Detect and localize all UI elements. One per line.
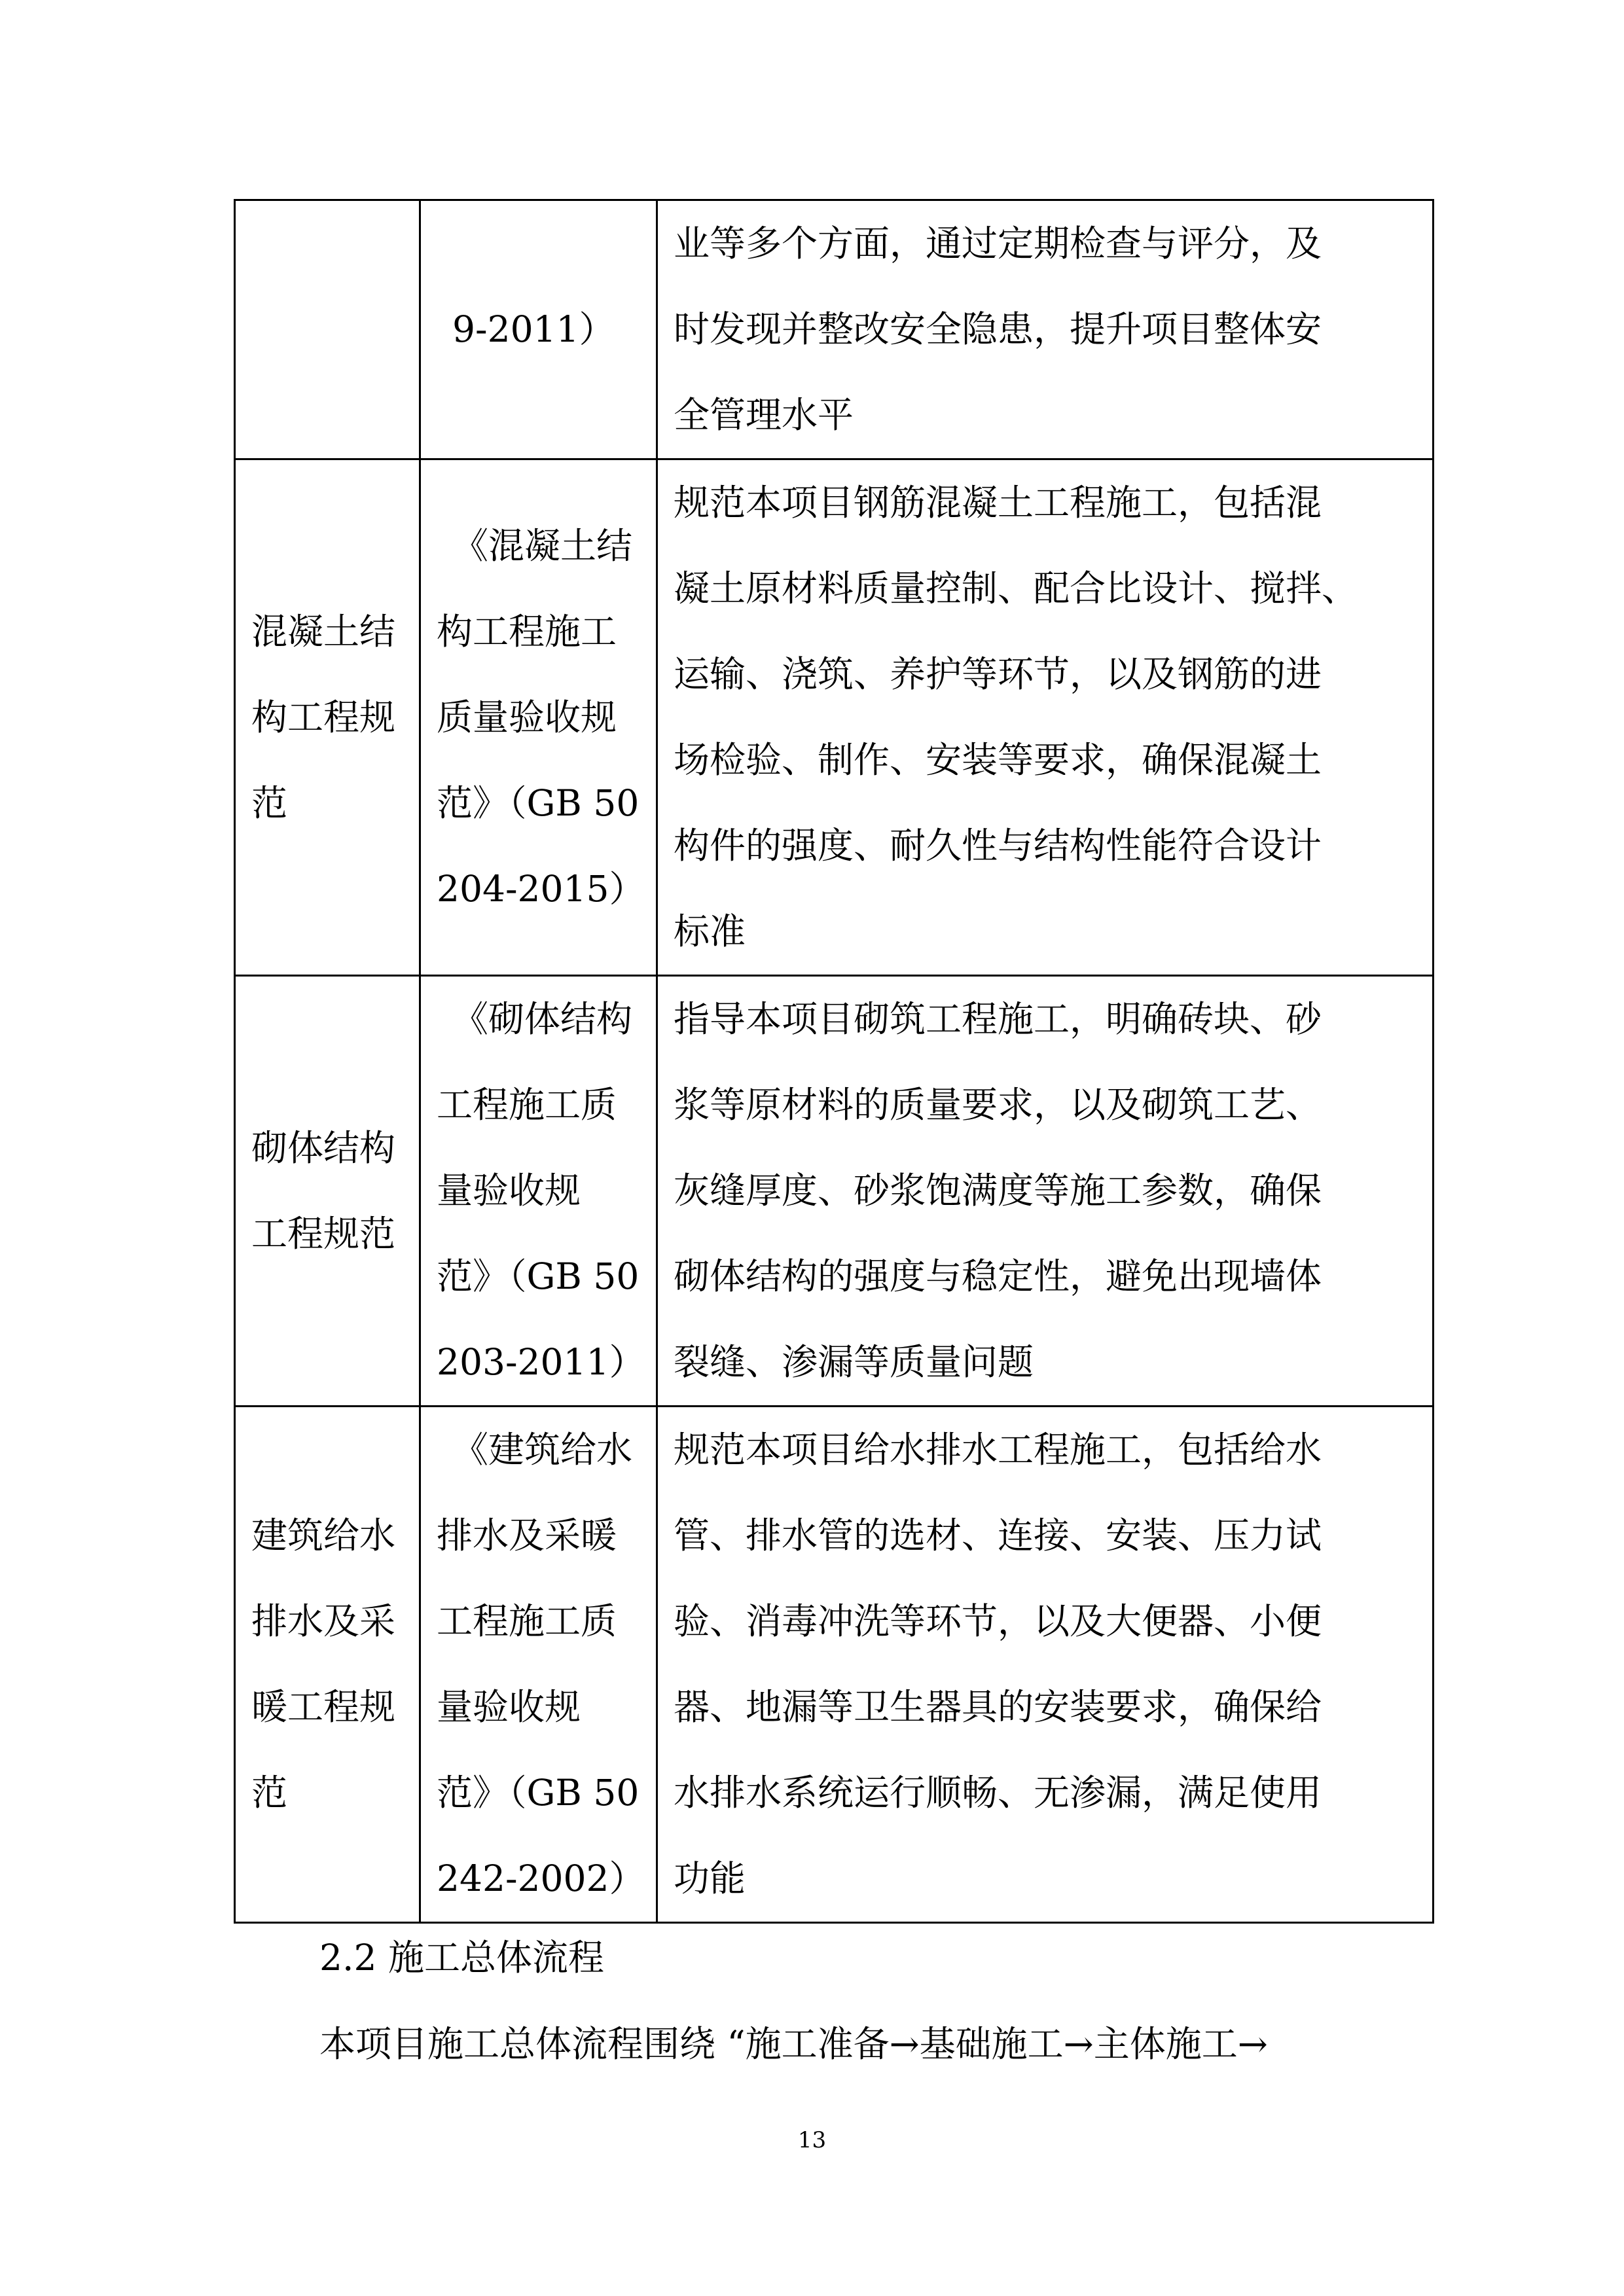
standard-line: 《混凝土结 — [452, 524, 633, 567]
description-line: 浆等原材料的质量要求，以及砌筑工艺、 — [674, 1084, 1322, 1126]
category-line: 构工程规 — [251, 696, 396, 738]
section-heading: 2.2 施工总体流程 — [319, 1937, 604, 1979]
description-line: 指导本项目砌筑工程施工，明确砖块、砂 — [674, 998, 1322, 1040]
standards-table — [234, 199, 1434, 1924]
category-line: 工程规范 — [251, 1212, 396, 1255]
description-line: 水排水系统运行顺畅、无渗漏，满足使用 — [674, 1772, 1322, 1814]
description-line: 功能 — [674, 1857, 746, 1899]
standard-cell — [420, 976, 657, 1407]
standard-line: 242-2002） — [437, 1857, 645, 1899]
category-line: 范 — [251, 1772, 288, 1814]
standard-line: 构工程施工 — [437, 610, 617, 653]
description-line: 全管理水平 — [674, 394, 854, 436]
description-line: 砌体结构的强度与稳定性，避免出现墙体 — [674, 1255, 1322, 1297]
category-line: 砌体结构 — [251, 1126, 396, 1169]
description-line: 管、排水管的选材、连接、安装、压力试 — [674, 1515, 1322, 1556]
standard-line: 9-2011） — [452, 308, 615, 350]
table-row — [235, 976, 1434, 1407]
standard-line: 量验收规 — [437, 1170, 581, 1211]
standard-line: 《建筑给水 — [452, 1429, 633, 1471]
description-line: 凝土原材料质量控制、配合比设计、搅拌、 — [674, 567, 1358, 609]
description-line: 场检验、制作、安装等要求，确保混凝土 — [674, 739, 1322, 781]
category-cell — [235, 1407, 420, 1923]
standard-line: 范》（GB 50 — [437, 781, 640, 824]
description-line: 裂缝、渗漏等质量问题 — [674, 1341, 1034, 1383]
description-line: 业等多个方面，通过定期检查与评分，及 — [674, 223, 1322, 264]
description-line: 构件的强度、耐久性与结构性能符合设计 — [674, 825, 1322, 867]
standard-cell — [420, 459, 657, 976]
body-paragraph: 本项目施工总体流程围绕 “施工准备→基础施工→主体施工→ — [319, 2023, 1268, 2065]
standard-line: 范》（GB 50 — [437, 1255, 640, 1297]
table-row — [235, 200, 1434, 459]
category-line: 范 — [251, 781, 288, 824]
description-line: 器、地漏等卫生器具的安装要求，确保给 — [674, 1686, 1322, 1728]
description-line: 时发现并整改安全隐患，提升项目整体安 — [674, 308, 1322, 350]
description-line: 运输、浇筑、养护等环节，以及钢筋的进 — [674, 653, 1322, 695]
table-row — [235, 459, 1434, 976]
category-cell — [235, 976, 420, 1407]
standard-cell — [420, 1407, 657, 1923]
standard-line: 203-2011） — [437, 1341, 645, 1383]
description-line: 灰缝厚度、砂浆饱满度等施工参数，确保 — [674, 1170, 1322, 1211]
category-line: 建筑给水 — [251, 1515, 396, 1556]
standard-line: 质量验收规 — [437, 696, 617, 738]
page-number: 13 — [797, 2127, 827, 2153]
category-cell — [235, 200, 420, 459]
description-line: 验、消毒冲洗等环节，以及大便器、小便 — [674, 1600, 1322, 1642]
description-line: 标准 — [674, 910, 746, 952]
standard-cell — [420, 200, 657, 459]
description-line: 规范本项目给水排水工程施工，包括给水 — [674, 1429, 1322, 1471]
standard-line: 工程施工质 — [437, 1600, 617, 1642]
category-line: 排水及采 — [251, 1600, 396, 1642]
description-cell — [657, 459, 1434, 976]
standard-line: 工程施工质 — [437, 1084, 617, 1126]
category-cell — [235, 459, 420, 976]
standard-line: 量验收规 — [437, 1686, 581, 1728]
description-cell — [657, 200, 1434, 459]
standard-line: 排水及采暖 — [437, 1515, 617, 1556]
description-cell — [657, 1407, 1434, 1923]
standard-line: 范》（GB 50 — [437, 1772, 640, 1814]
table-row — [235, 1407, 1434, 1923]
standard-line: 《砌体结构 — [452, 998, 633, 1040]
standard-line: 204-2015） — [437, 867, 645, 910]
description-cell — [657, 976, 1434, 1407]
category-line: 暖工程规 — [251, 1686, 396, 1728]
description-line: 规范本项目钢筋混凝土工程施工，包括混 — [674, 482, 1322, 524]
category-line: 混凝土结 — [251, 610, 396, 653]
